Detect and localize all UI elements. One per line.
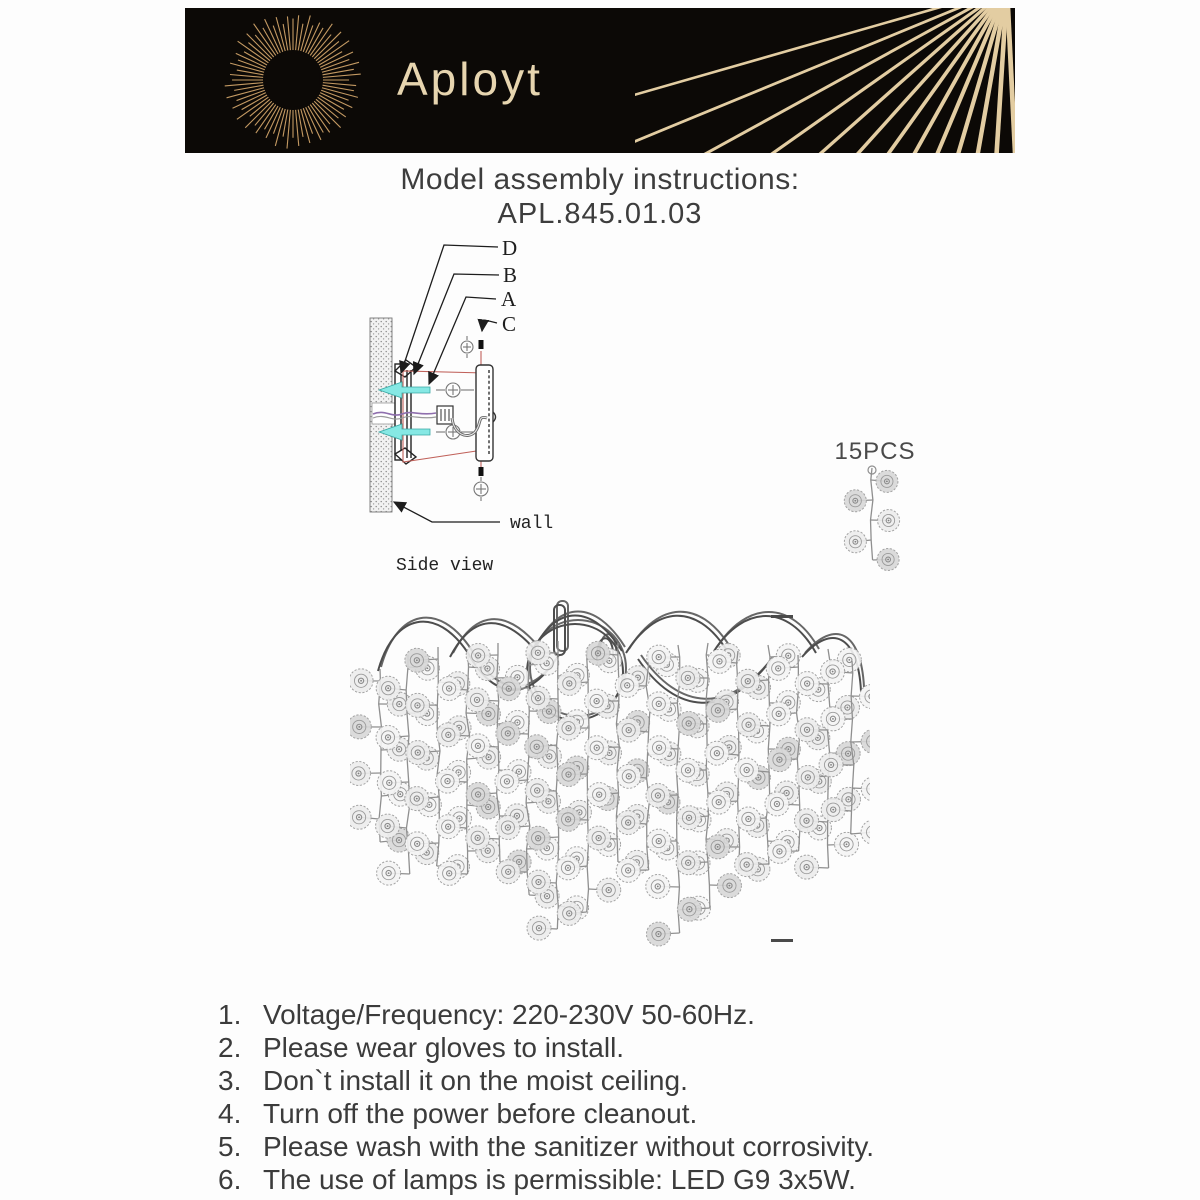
instruction-row	[218, 1131, 998, 1164]
instruction-text: Turn off the power before cleanout.	[263, 1098, 698, 1129]
instruction-text: The use of lamps is permissible: LED G9 3x5W.	[263, 1164, 856, 1195]
parts-strand-illustration	[822, 462, 922, 572]
instruction-text: Please wear gloves to install.	[263, 1032, 625, 1063]
diagram-label-d: D	[502, 236, 518, 260]
lamp-backplate	[476, 365, 496, 461]
crop-mark-top	[771, 615, 793, 618]
wall-label: wall	[510, 514, 554, 534]
instruction-number: 4.	[218, 1098, 242, 1129]
terminal-block	[437, 406, 453, 424]
instruction-number: 2.	[218, 1032, 242, 1063]
instruction-number: 6.	[218, 1164, 242, 1195]
instruction-number: 1.	[218, 999, 242, 1030]
instruction-row	[218, 1098, 998, 1131]
instruction-number: 3.	[218, 1065, 242, 1096]
instruction-row	[218, 1032, 998, 1065]
bolt-bottom	[479, 467, 484, 476]
rays-decoration-icon	[635, 8, 1015, 153]
side-view-diagram	[340, 230, 660, 580]
sunburst-logo-icon	[203, 8, 383, 153]
instruction-row	[218, 1164, 998, 1197]
page-title: Model assembly instructions:	[400, 163, 800, 196]
diagram-label-b: B	[503, 263, 518, 287]
instruction-number: 5.	[218, 1131, 242, 1162]
crop-mark-bottom	[771, 939, 793, 942]
diagram-label-c: C	[502, 312, 517, 336]
instruction-text: Don`t install it on the moist ceiling.	[263, 1065, 688, 1096]
instruction-list	[218, 999, 998, 1197]
diagram-label-a: A	[501, 287, 517, 311]
brand-name: Aployt	[397, 53, 543, 105]
instruction-row	[218, 1065, 998, 1098]
chandelier-illustration	[350, 595, 870, 965]
model-number: APL.845.01.03	[497, 198, 703, 230]
instruction-text: Voltage/Frequency: 220-230V 50-60Hz.	[263, 999, 755, 1030]
header-banner	[185, 8, 1015, 153]
instruction-row	[218, 999, 998, 1032]
sunburst-center	[266, 53, 320, 107]
instruction-text: Please wash with the sanitizer without corrosivity.	[263, 1131, 875, 1162]
side-view-caption: Side view	[396, 556, 494, 576]
bolt-top	[479, 340, 484, 349]
parts-count-label: 15PCS	[834, 438, 916, 465]
